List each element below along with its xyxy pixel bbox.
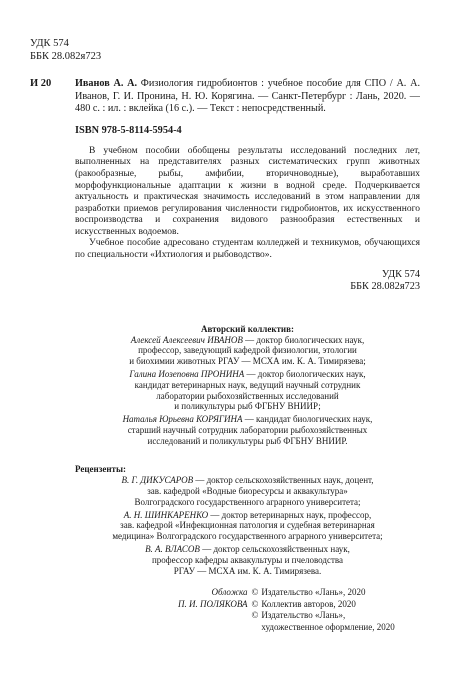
copyright-holder-label	[178, 622, 252, 634]
copyright-symbol: ©	[251, 598, 259, 609]
author-credential-line: исследований и поликультуры рыб ФГБНУ ВНИИР.	[147, 435, 348, 446]
copyright-text: Издательство «Лань», 2020	[261, 587, 366, 597]
copyright-holder-label	[178, 610, 252, 622]
author-name: Галина Иозеповна ПРОНИНА	[129, 368, 245, 379]
reviewer-name: В. Г. ДИКУСАРОВ	[121, 475, 194, 486]
authors-section	[75, 324, 420, 447]
copyright-row	[178, 599, 398, 611]
author-credential: — кандидат биологических наук,	[242, 414, 373, 425]
author-credential-line: лаборатории рыбохозяйственных исследований	[156, 390, 339, 401]
copyright-symbol: ©	[251, 610, 259, 621]
author-entry	[75, 414, 420, 446]
reviewer-name: А. Н. ШИНКАРЕНКО	[123, 509, 209, 520]
reviewer-entry	[75, 510, 420, 542]
author-credential-line: и поликультуры рыб ФГБНУ ВНИИР;	[174, 401, 321, 412]
reviewer-credential-line: профессор кафедры аквакультуры и пчеловодства	[151, 554, 344, 565]
author-credential: — доктор биологических наук,	[242, 334, 365, 345]
reviewers-section	[75, 464, 420, 576]
author-name: Алексей Алексеевич ИВАНОВ	[130, 334, 243, 345]
copyright-row	[178, 622, 398, 634]
isbn: ISBN 978-5-8114-5954-4	[75, 124, 182, 136]
copyright-symbol	[252, 622, 262, 634]
udc-code: УДК 574	[381, 268, 420, 280]
authors-heading: Авторский коллектив:	[201, 323, 294, 334]
author-credential-line: старший научный сотрудник лаборатории рыбохозяйственных	[127, 424, 368, 435]
author-credential-line: и биохимии животных РГАУ — МСХА им. К. А. Тимирязева;	[129, 356, 366, 367]
reviewer-credential: — доктор ветеринарных наук, профессор,	[208, 509, 372, 520]
reviewer-credential-line: РГАУ — МСХА им. К. А. Тимирязева.	[173, 565, 322, 576]
reviewer-name: В. А. ВЛАСОВ	[145, 544, 200, 555]
udc-block-top	[30, 38, 420, 63]
copyright-symbol: ©	[251, 587, 259, 597]
author-credential-line: кандидат ветеринарных наук, ведущий научный сотрудник	[134, 379, 361, 390]
copyright-row	[178, 587, 398, 599]
annotation	[75, 146, 420, 262]
copyright-holder-label: Обложка	[211, 587, 248, 597]
annotation-paragraph: Учебное пособие адресовано студентам колледжей и техникумов, обучающихся по специальности «Ихтиология и рыбоводство».	[75, 238, 420, 261]
reviewer-entry	[75, 475, 420, 507]
reviewer-credential-line: медицина» Волгоградского государственного аграрного университета;	[112, 531, 383, 542]
copyright-block	[178, 587, 398, 634]
reviewer-credential: — доктор сельскохозяйственных наук,	[199, 544, 350, 555]
reviewers-heading: Рецензенты:	[75, 464, 126, 475]
author-credential: — доктор биологических наук,	[244, 368, 366, 379]
copyright-row	[178, 610, 398, 622]
copyright-holder-label: П. И. ПОЛЯКОВА	[178, 598, 248, 609]
bib-text: Физиология гидробионтов : учебное пособие для СПО / А. А. Иванов, Г. И. Пронина, Н. Ю. Корягина. — Санкт-Петербург : Лань, 2020. — 480 с. : ил. : вклейка (16 с.). — Текст : непосредственный.	[75, 78, 420, 115]
author-mark: И 20	[30, 78, 52, 90]
reviewer-credential-line: зав. кафедрой «Водные биоресурсы и аквакультура»	[147, 486, 348, 497]
udc-block-right	[30, 269, 420, 294]
bbk-code: ББК 28.082я723	[350, 281, 420, 293]
reviewer-credential: — доктор сельскохозяйственных наук, доцент,	[193, 475, 374, 486]
copyright-table	[178, 587, 398, 634]
author-entry	[75, 335, 420, 367]
annotation-paragraph: В учебном пособии обобщены результаты исследований последних лет, выполненных на представителях разных систематических групп животных (ракообразные, рыбы, амфибии, вторичноводные), выработавших морфофункциональные адаптации к жизни в водной среде. Подчеркивается актуальность и практическая значимость исследований в этом направлении для разработки приемов регулирования численности гидробионтов, их искусственного воспроизводства и сохранения видового разнообразия естественных и искусственных водоемов.	[75, 145, 420, 237]
udc-code: УДК 574	[30, 38, 69, 49]
copyright-text: Издательство «Лань»,	[261, 610, 346, 621]
author-name: Наталья Юрьевна КОРЯГИНА	[122, 414, 243, 425]
bbk-code: ББК 28.082я723	[30, 50, 102, 62]
bib-author: Иванов А. А.	[75, 78, 138, 90]
reviewer-entry	[75, 544, 420, 576]
reviewer-credential-line: зав. кафедрой «Инфекционная патология и судебная ветеринарная	[120, 520, 375, 531]
bibliographic-record	[30, 78, 420, 115]
author-credential-line: профессор, заведующий кафедрой физиологии, этологии	[138, 345, 357, 356]
reviewer-credential-line: Волгоградского государственного аграрного университета;	[134, 496, 361, 507]
bibliographic-description	[75, 78, 420, 115]
author-entry	[75, 369, 420, 412]
copyright-text: Коллектив авторов, 2020	[261, 598, 356, 609]
copyright-text: художественное оформление, 2020	[261, 622, 395, 633]
